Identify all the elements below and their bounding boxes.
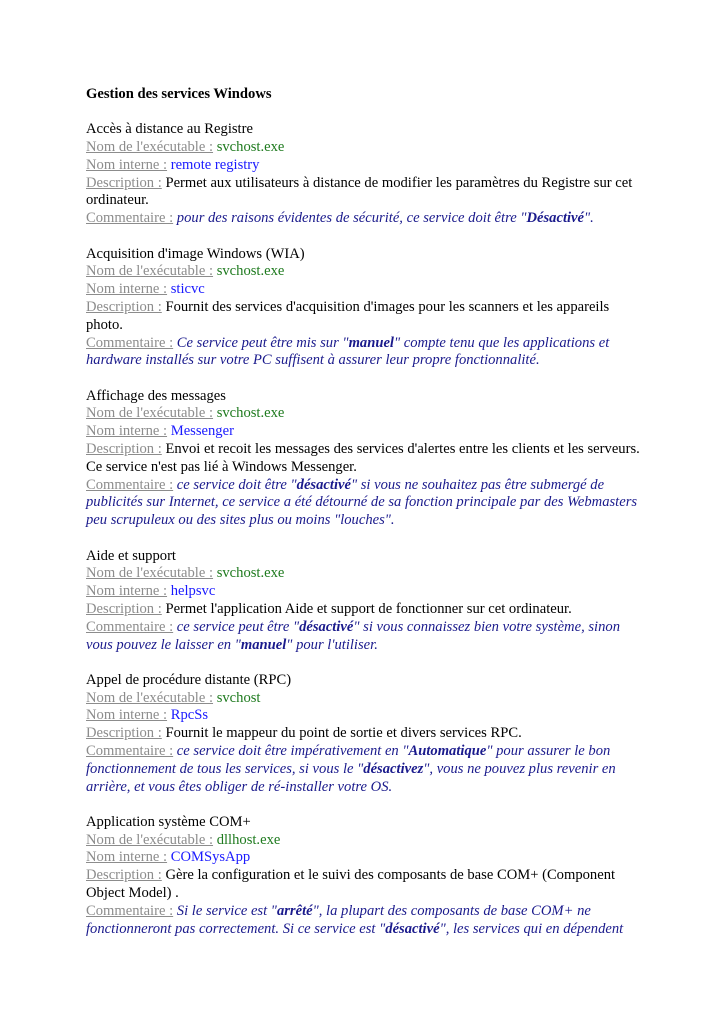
description-line: [86, 867, 642, 903]
comment-emphasis: désactivé: [296, 476, 351, 493]
internal-line: [86, 849, 642, 867]
exe-value: svchost: [216, 689, 261, 706]
description-line: [86, 725, 642, 743]
comment-text: " compte tenu que les applications et hardware installés sur votre PC suffisent à assurer leur propre fonctionnalité.: [86, 334, 610, 369]
exe-value: dllhost.exe: [216, 831, 281, 848]
internal-line: [86, 157, 642, 175]
comment-emphasis: désactivez: [363, 760, 424, 777]
document-page: [86, 86, 642, 956]
internal-label[interactable]: Nom interne :: [86, 849, 168, 866]
exe-line: [86, 565, 642, 583]
comment-text: ", la plupart des composants de base COM+ ne fonctionneront pas correctement. Si ce service est ": [86, 902, 591, 937]
comment-line: [86, 477, 642, 530]
comment-text: Si le service est ": [176, 902, 277, 919]
internal-line: [86, 707, 642, 725]
service-name: Aide et support: [86, 547, 176, 564]
comment-emphasis: désactivé: [299, 618, 354, 635]
exe-label[interactable]: Nom de l'exécutable :: [86, 689, 214, 706]
comment-label[interactable]: Commentaire :: [86, 334, 174, 351]
comment-text: ", vous ne pouvez plus revenir en arrière, et vous êtes obliger de ré-installer votre OS.: [86, 760, 616, 795]
comment-emphasis: désactivé: [385, 920, 440, 937]
internal-line: [86, 583, 642, 601]
comment-value: [177, 210, 594, 226]
description-label[interactable]: Description :: [86, 867, 162, 884]
exe-value: svchost.exe: [216, 405, 285, 422]
internal-value: helpsvc: [170, 583, 216, 600]
service-name: Application système COM+: [86, 813, 251, 830]
internal-label[interactable]: Nom interne :: [86, 281, 168, 298]
exe-line: [86, 405, 642, 423]
description-label[interactable]: Description :: [86, 298, 162, 315]
comment-line: [86, 210, 642, 228]
comment-emphasis: manuel: [348, 334, 394, 351]
service-entry: [86, 388, 642, 530]
comment-line: [86, 619, 642, 655]
page-title: Gestion des services Windows: [86, 86, 272, 102]
description-line: [86, 601, 642, 619]
comment-text: ce service peut être ": [176, 618, 300, 635]
service-name: Affichage des messages: [86, 387, 226, 404]
description-label[interactable]: Description :: [86, 725, 162, 742]
exe-line: [86, 263, 642, 281]
exe-label[interactable]: Nom de l'exécutable :: [86, 263, 214, 280]
comment-label[interactable]: Commentaire :: [86, 902, 174, 919]
comment-text: ce service doit être ": [176, 476, 297, 493]
internal-label[interactable]: Nom interne :: [86, 583, 168, 600]
comment-emphasis: arrêté: [276, 902, 313, 919]
comment-label[interactable]: Commentaire :: [86, 743, 174, 759]
service-entry: [86, 672, 642, 797]
comment-line: [86, 335, 642, 371]
description-value: Fournit des services d'acquisition d'images pour les scanners et les appareils photo.: [86, 298, 610, 333]
description-line: [86, 299, 642, 335]
comment-text: ".: [584, 210, 594, 227]
description-value: Gère la configuration et le suivi des composants de base COM+ (Component Object Model) .: [86, 867, 616, 902]
comment-text: " si vous ne souhaitez pas être submergé de publicités sur Internet, ce service a été détourné de sa fonction principale par des Webmasters peu scrupuleux ou des sites plus ou moins "louches".: [86, 476, 638, 529]
comment-emphasis: manuel: [240, 636, 287, 653]
description-label[interactable]: Description :: [86, 600, 162, 617]
service-name: Appel de procédure distante (RPC): [86, 671, 292, 688]
service-name: Accès à distance au Registre: [86, 121, 253, 138]
comment-label[interactable]: Commentaire :: [86, 210, 174, 227]
exe-label[interactable]: Nom de l'exécutable :: [86, 405, 214, 422]
internal-value: COMSysApp: [170, 849, 251, 866]
exe-value: svchost.exe: [216, 139, 285, 156]
services-list: [86, 121, 642, 938]
comment-emphasis: Désactivé: [526, 210, 585, 227]
internal-label[interactable]: Nom interne :: [86, 707, 168, 724]
exe-label[interactable]: Nom de l'exécutable :: [86, 831, 214, 848]
comment-text: " si vous connaissez bien votre système, sinon vous pouvez le laisser en ": [86, 618, 620, 653]
description-value: Permet aux utilisateurs à distance de modifier les paramètres du Registre sur cet ordinateur.: [86, 174, 633, 209]
exe-line: [86, 832, 642, 850]
comment-text: pour des raisons évidentes de sécurité, ce service doit être ": [176, 210, 527, 227]
service-entry: [86, 121, 642, 228]
exe-value: svchost.exe: [216, 263, 285, 280]
comment-line: [86, 743, 642, 796]
description-line: [86, 175, 642, 211]
internal-line: [86, 281, 642, 299]
internal-label[interactable]: Nom interne :: [86, 423, 168, 440]
comment-label[interactable]: Commentaire :: [86, 618, 174, 635]
description-value: Envoi et recoit les messages des services d'alertes entre les clients et les serveurs. Ce service n'est pas lié à Windows Messenger.: [86, 441, 640, 475]
comment-label[interactable]: Commentaire :: [86, 476, 174, 493]
internal-label[interactable]: Nom interne :: [86, 156, 168, 173]
description-value: Permet l'application Aide et support de fonctionner sur cet ordinateur.: [165, 600, 572, 617]
description-line: [86, 441, 642, 477]
comment-text: ce service doit être impérativement en ": [176, 743, 409, 759]
exe-label[interactable]: Nom de l'exécutable :: [86, 139, 214, 156]
service-entry: [86, 246, 642, 371]
comment-text: Ce service peut être mis sur ": [176, 334, 349, 351]
exe-value: svchost.exe: [216, 565, 285, 582]
service-entry: [86, 814, 642, 939]
internal-line: [86, 423, 642, 441]
description-label[interactable]: Description :: [86, 174, 162, 191]
service-entry: [86, 548, 642, 655]
exe-label[interactable]: Nom de l'exécutable :: [86, 565, 214, 582]
comment-emphasis: Automatique: [408, 743, 487, 759]
internal-value: Messenger: [170, 423, 234, 440]
exe-line: [86, 690, 642, 708]
comment-line: [86, 903, 642, 939]
service-name: Acquisition d'image Windows (WIA): [86, 245, 305, 262]
comment-text: ", les services qui en dépendent: [439, 920, 624, 937]
comment-text: " pour l'utiliser.: [286, 636, 378, 653]
exe-line: [86, 139, 642, 157]
internal-value: remote registry: [170, 156, 260, 173]
comment-text: " pour assurer le bon fonctionnement de tous les services, si vous le ": [86, 743, 611, 777]
description-label[interactable]: Description :: [86, 441, 162, 458]
description-value: Fournit le mappeur du point de sortie et divers services RPC.: [165, 725, 522, 742]
internal-value: sticvc: [170, 281, 205, 298]
internal-value: RpcSs: [170, 707, 209, 724]
